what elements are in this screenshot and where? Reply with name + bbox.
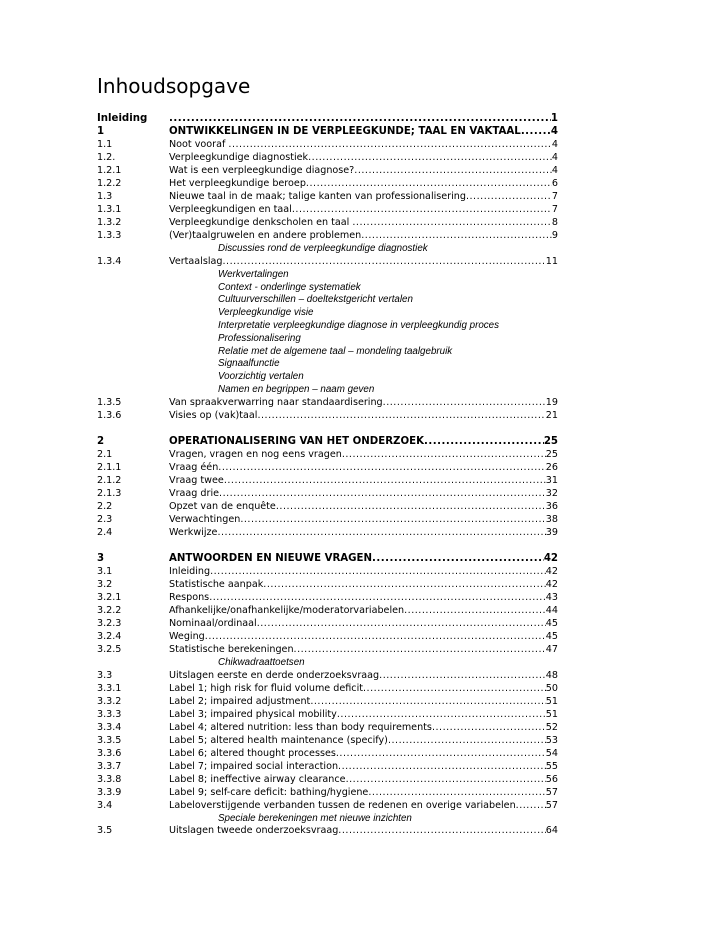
toc-subtopic[interactable] [97, 332, 558, 345]
toc-page-number: 26 [545, 461, 558, 473]
toc-entry[interactable] [97, 513, 558, 526]
toc-entry[interactable] [97, 409, 558, 422]
toc-title: Label 7; impaired social interaction [169, 760, 339, 772]
toc-leader-dots [257, 409, 545, 422]
toc-subtopic[interactable] [97, 242, 558, 255]
toc-subtopic-text: Cultuurverschillen – doeltekstgericht vertalen [218, 294, 413, 306]
toc-page-number: 31 [545, 474, 558, 486]
toc-number: 1.2. [97, 152, 116, 163]
toc-page-number: 43 [545, 591, 558, 603]
toc-leader-dots [257, 617, 546, 630]
toc-chapter[interactable] [97, 435, 558, 448]
toc-page-number: 9 [551, 230, 558, 241]
toc-title: Label 9; self-care deficit: bathing/hygiene [169, 786, 369, 798]
toc-title: Van spraakverwarring naar standaardisering [169, 396, 383, 408]
toc-leader-dots [310, 695, 545, 708]
toc-title: Label 3; impaired physical mobility [169, 708, 337, 720]
toc-line [169, 203, 558, 216]
toc-leader-dots [432, 721, 546, 734]
toc-title: ONTWIKKELINGEN IN DE VERPLEEGKUNDE; TAAL EN VAKTAAL [169, 126, 521, 137]
toc-title: Weging [169, 630, 205, 642]
toc-entry[interactable] [97, 747, 558, 760]
toc-subtopic-text: Relatie met de algemene taal – mondeling taalgebruik [218, 345, 453, 357]
toc-page-number: 1 [550, 113, 558, 124]
toc-title: Vragen, vragen en nog eens vragen [169, 448, 342, 460]
toc-number: 2.4 [97, 526, 113, 538]
toc-leader-dots [372, 552, 544, 565]
toc-entry[interactable] [97, 682, 558, 695]
toc-subtopic-text: Professionalisering [218, 332, 301, 344]
toc-title: Label 6; altered thought processes [169, 747, 336, 759]
toc-entry[interactable] [97, 203, 558, 216]
toc-page-number: 6 [551, 178, 558, 189]
toc-line [169, 643, 558, 656]
toc-leader-dots [217, 526, 545, 539]
toc-page-number: 47 [545, 643, 558, 655]
toc-line [169, 786, 558, 799]
toc-page-number: 7 [551, 191, 558, 202]
toc-title: Label 1; high risk for fluid volume deficit [169, 682, 363, 694]
toc-line [169, 604, 558, 617]
toc-page-number: 42 [545, 565, 558, 577]
toc-line [169, 695, 558, 708]
toc-subtopic[interactable] [97, 370, 558, 383]
toc-number: 3.3.2 [97, 695, 122, 707]
toc-chapter[interactable] [97, 552, 558, 565]
toc-leader-dots [388, 734, 546, 747]
toc-subtopic-text: Discussies rond de verpleegkundige diagnostiek [218, 243, 428, 254]
toc-page-number: 57 [545, 786, 558, 798]
toc-title: (Ver)taalgruwelen en andere problemen [169, 230, 362, 241]
toc-title: Uitslagen tweede onderzoeksvraag [169, 825, 339, 837]
toc-number: 3.1 [97, 565, 113, 577]
toc-leader-dots [346, 773, 546, 786]
toc-number: 3.2.4 [97, 630, 122, 642]
toc-entry[interactable] [97, 604, 558, 617]
toc-leader-dots [337, 708, 546, 721]
toc-number: Inleiding [97, 113, 148, 124]
toc-title: Statistische berekeningen [169, 643, 294, 655]
toc-subtopic-text: Werkvertalingen [218, 268, 289, 280]
toc-entry[interactable] [97, 487, 558, 500]
toc-entry[interactable] [97, 734, 558, 747]
toc-leader-dots [222, 255, 545, 268]
toc-leader-dots [306, 177, 552, 190]
toc-page-number: 11 [545, 255, 558, 267]
toc-title: Statistische aanpak [169, 578, 264, 590]
toc-number: 1.1 [97, 139, 113, 150]
toc-leader-dots [209, 591, 546, 604]
toc-leader-dots [219, 487, 546, 500]
toc-line [169, 721, 558, 734]
toc-leader-dots [276, 500, 546, 513]
toc-title: Visies op (vak)taal [169, 409, 258, 421]
toc-page-number: 4 [551, 152, 558, 163]
toc-number: 1.2.2 [97, 178, 122, 189]
toc-spacer [97, 539, 558, 552]
toc-title: Wat is een verpleegkundige diagnose? [169, 165, 355, 176]
toc-subtopic-text: Context - onderlinge systematiek [218, 281, 361, 293]
toc-page-number: 54 [545, 747, 558, 759]
toc-entry[interactable] [97, 760, 558, 773]
toc-leader-dots [338, 824, 545, 837]
toc-title: Label 5; altered health maintenance (specify) [169, 734, 388, 746]
toc-entry[interactable] [97, 216, 558, 229]
toc-line [169, 474, 558, 487]
toc-line [169, 190, 558, 203]
toc-line [169, 799, 558, 812]
toc-entry[interactable] [97, 474, 558, 487]
toc-number: 1.3.3 [97, 230, 122, 241]
toc-line [169, 591, 558, 604]
table-of-contents [97, 112, 558, 837]
toc-entry[interactable] [97, 177, 558, 190]
toc-title: Opzet van de enquête [169, 500, 276, 512]
toc-leader-dots [205, 630, 546, 643]
toc-page-number: 57 [545, 799, 558, 811]
toc-page-number: 4 [551, 139, 558, 150]
toc-number: 3.2.1 [97, 591, 122, 603]
toc-page-number: 53 [545, 734, 558, 746]
toc-line [169, 396, 558, 409]
toc-leader-dots [263, 578, 546, 591]
toc-number: 3 [97, 552, 105, 564]
toc-leader-dots [354, 164, 552, 177]
toc-page-number: 55 [545, 760, 558, 772]
toc-line [169, 229, 558, 242]
toc-number: 3.3.1 [97, 682, 122, 694]
toc-entry[interactable] [97, 138, 558, 151]
toc-number: 3.5 [97, 825, 113, 837]
toc-leader-dots [521, 125, 551, 138]
toc-page-number: 45 [545, 617, 558, 629]
toc-leader-dots [379, 669, 546, 682]
toc-title: Respons [169, 591, 210, 603]
page-title: Inhoudsopgave [97, 74, 251, 98]
toc-subtopic[interactable] [97, 345, 558, 358]
toc-leader-dots [224, 474, 546, 487]
toc-line [169, 526, 558, 539]
toc-number: 1.3.2 [97, 217, 122, 228]
toc-page-number: 4 [551, 165, 558, 176]
toc-subtopic[interactable] [97, 268, 558, 281]
toc-title: Uitslagen eerste en derde onderzoeksvraag [169, 669, 380, 681]
toc-line [169, 409, 558, 422]
toc-entry[interactable] [97, 773, 558, 786]
toc-title: Inleiding [169, 565, 211, 577]
toc-title: Verpleegkundigen en taal [169, 204, 292, 215]
toc-chapter[interactable] [97, 112, 558, 125]
toc-number: 3.3 [97, 669, 113, 681]
toc-leader-dots [218, 461, 545, 474]
toc-title: Labeloverstijgende verbanden tussen de redenen en overige variabelen [169, 799, 516, 811]
toc-number: 3.3.9 [97, 786, 122, 798]
toc-spacer [97, 422, 558, 435]
toc-entry[interactable] [97, 396, 558, 409]
toc-entry[interactable] [97, 526, 558, 539]
toc-number: 3.2 [97, 578, 113, 590]
toc-line [169, 669, 558, 682]
toc-title: Nominaal/ordinaal [169, 617, 257, 629]
toc-title: Vraag drie [169, 487, 220, 499]
toc-number: 3.3.8 [97, 773, 122, 785]
toc-leader-dots [404, 604, 546, 617]
toc-page-number: 39 [545, 526, 558, 538]
toc-number: 1.3.5 [97, 396, 122, 408]
toc-title: Verpleegkundige denkscholen en taal [169, 217, 353, 228]
toc-line [169, 578, 558, 591]
toc-line [169, 708, 558, 721]
toc-leader-dots [292, 203, 552, 216]
toc-number: 2.1.3 [97, 487, 122, 499]
toc-leader-dots [210, 565, 546, 578]
toc-page-number: 42 [543, 552, 558, 564]
toc-number: 1 [97, 126, 105, 137]
toc-leader-dots [368, 786, 545, 799]
toc-leader-dots [352, 216, 552, 229]
toc-entry[interactable] [97, 229, 558, 242]
toc-subtopic[interactable] [97, 656, 558, 669]
toc-number: 2.1 [97, 448, 113, 460]
toc-number: 3.3.3 [97, 708, 122, 720]
toc-page-number: 56 [545, 773, 558, 785]
toc-subtopic-text: Verpleegkundige visie [218, 307, 314, 319]
toc-leader-dots [516, 799, 546, 812]
toc-entry[interactable] [97, 824, 558, 837]
toc-number: 1.2.1 [97, 165, 122, 176]
toc-title: Label 8; ineffective airway clearance [169, 773, 346, 785]
toc-line [169, 177, 558, 190]
toc-leader-dots [424, 435, 544, 448]
toc-title: Label 4; altered nutrition: less than body requirements [169, 721, 432, 733]
toc-title: Het verpleegkundige beroep [169, 178, 306, 189]
toc-leader-dots [466, 190, 552, 203]
toc-line [169, 138, 558, 151]
toc-page-number: 19 [545, 396, 558, 408]
toc-line [169, 151, 558, 164]
toc-entry[interactable] [97, 617, 558, 630]
toc-title: Vraag twee [169, 474, 224, 486]
toc-number: 1.3.1 [97, 204, 122, 215]
toc-line [169, 448, 558, 461]
toc-title: Nieuwe taal in de maak; talige kanten van professionalisering [169, 191, 466, 202]
toc-leader-dots [336, 747, 546, 760]
toc-number: 3.2.5 [97, 643, 122, 655]
toc-line [169, 773, 558, 786]
toc-leader-dots [361, 229, 552, 242]
toc-line [169, 435, 558, 448]
toc-line [169, 682, 558, 695]
toc-number: 3.3.4 [97, 721, 122, 733]
toc-subtopic[interactable] [97, 357, 558, 370]
toc-leader-dots [294, 643, 546, 656]
toc-number: 2.1.1 [97, 461, 122, 473]
toc-title: Afhankelijke/onafhankelijke/moderatorvariabelen [169, 604, 405, 616]
toc-page-number: 38 [545, 513, 558, 525]
toc-number: 2.2 [97, 500, 113, 512]
toc-number: 1.3.4 [97, 255, 122, 267]
toc-entry[interactable] [97, 164, 558, 177]
toc-subtopic-text: Interpretatie verpleegkundige diagnose in verpleegkundig proces [218, 319, 500, 331]
toc-subtopic-text: Namen en begrippen – naam geven [218, 383, 375, 395]
toc-entry[interactable] [97, 695, 558, 708]
toc-entry[interactable] [97, 721, 558, 734]
toc-number: 3.3.6 [97, 747, 122, 759]
toc-leader-dots [338, 760, 546, 773]
toc-line [169, 824, 558, 837]
toc-subtopic[interactable] [97, 383, 558, 396]
toc-page-number: 42 [545, 578, 558, 590]
toc-page-number: 25 [543, 435, 558, 447]
toc-leader-dots [383, 396, 546, 409]
toc-leader-dots [228, 138, 551, 151]
toc-number: 3.2.3 [97, 617, 122, 629]
toc-line [169, 513, 558, 526]
toc-number: 3.2.2 [97, 604, 122, 616]
toc-entry[interactable] [97, 669, 558, 682]
toc-subtopic[interactable] [97, 319, 558, 332]
toc-entry[interactable] [97, 630, 558, 643]
toc-number: 2 [97, 435, 105, 447]
toc-line [169, 461, 558, 474]
toc-page-number: 8 [551, 217, 558, 228]
toc-page-number: 52 [545, 721, 558, 733]
toc-title: Verwachtingen [169, 513, 241, 525]
toc-line [169, 747, 558, 760]
toc-line [169, 630, 558, 643]
toc-number: 3.4 [97, 799, 113, 811]
toc-entry[interactable] [97, 591, 558, 604]
toc-number: 2.3 [97, 513, 113, 525]
toc-line [169, 734, 558, 747]
toc-number: 3.3.5 [97, 734, 122, 746]
toc-page-number: 51 [545, 708, 558, 720]
toc-line [169, 760, 558, 773]
toc-page-number: 32 [545, 487, 558, 499]
toc-line [169, 617, 558, 630]
toc-title: Noot vooraf [169, 139, 229, 150]
toc-number: 1.3 [97, 191, 113, 202]
toc-subtopic[interactable] [97, 812, 558, 825]
toc-number: 3.3.7 [97, 760, 122, 772]
toc-line [169, 112, 558, 125]
toc-page-number: 51 [545, 695, 558, 707]
toc-number: 1.3.6 [97, 409, 122, 421]
toc-line [169, 216, 558, 229]
toc-leader-dots [342, 448, 546, 461]
toc-entry[interactable] [97, 151, 558, 164]
toc-entry[interactable] [97, 799, 558, 812]
toc-title: Vertaalslag [169, 255, 223, 267]
toc-entry[interactable] [97, 461, 558, 474]
toc-line [169, 565, 558, 578]
toc-number: 2.1.2 [97, 474, 122, 486]
toc-title: OPERATIONALISERING VAN HET ONDERZOEK [169, 435, 424, 447]
toc-subtopic[interactable] [97, 281, 558, 294]
toc-entry[interactable] [97, 255, 558, 268]
toc-entry[interactable] [97, 565, 558, 578]
toc-leader-dots [240, 513, 545, 526]
toc-entry[interactable] [97, 786, 558, 799]
toc-entry[interactable] [97, 500, 558, 513]
toc-subtopic-text: Chikwadraattoetsen [218, 656, 305, 668]
toc-leader-dots [308, 151, 552, 164]
toc-entry[interactable] [97, 448, 558, 461]
toc-leader-dots [169, 112, 551, 125]
toc-subtopic-text: Voorzichtig vertalen [218, 371, 304, 383]
toc-title: Label 2; impaired adjustment [169, 695, 311, 707]
toc-title: ANTWOORDEN EN NIEUWE VRAGEN [169, 552, 373, 564]
toc-page-number: 21 [545, 409, 558, 421]
toc-page-number: 48 [545, 669, 558, 681]
toc-page-number: 4 [550, 126, 558, 137]
toc-page-number: 64 [545, 825, 558, 837]
toc-title: Vraag één [169, 461, 219, 473]
toc-page-number: 45 [545, 630, 558, 642]
toc-chapter[interactable] [97, 125, 558, 138]
toc-entry[interactable] [97, 643, 558, 656]
toc-line [169, 255, 558, 268]
toc-page-number: 50 [545, 682, 558, 694]
toc-title: Verpleegkundige diagnostiek [169, 152, 309, 163]
toc-line [169, 500, 558, 513]
toc-page-number: 7 [551, 204, 558, 215]
toc-leader-dots [363, 682, 546, 695]
toc-line [169, 487, 558, 500]
toc-subtopic[interactable] [97, 306, 558, 319]
toc-subtopic-text: Speciale berekeningen met nieuwe inzichten [218, 812, 412, 824]
toc-subtopic[interactable] [97, 293, 558, 306]
toc-entry[interactable] [97, 578, 558, 591]
toc-entry[interactable] [97, 190, 558, 203]
toc-page-number: 44 [545, 604, 558, 616]
toc-line [169, 125, 558, 138]
toc-page-number: 25 [545, 448, 558, 460]
toc-subtopic-text: Signaalfunctie [218, 358, 280, 370]
toc-entry[interactable] [97, 708, 558, 721]
toc-line [169, 164, 558, 177]
toc-line [169, 552, 558, 565]
toc-title: Werkwijze [169, 526, 218, 538]
toc-page-number: 36 [545, 500, 558, 512]
